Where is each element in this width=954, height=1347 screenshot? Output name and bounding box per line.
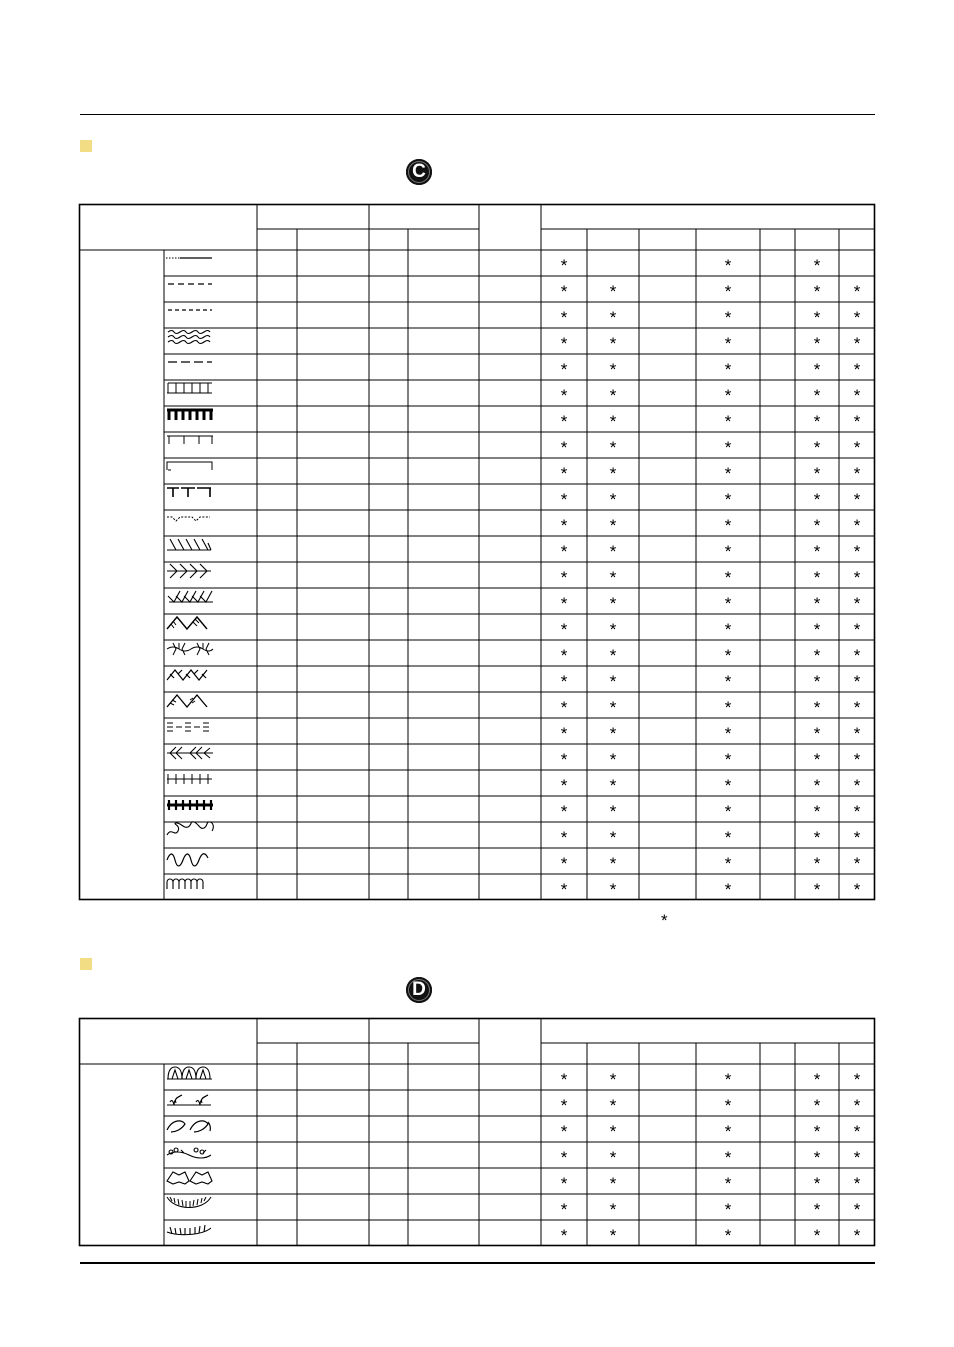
long-dashed-stitch-icon bbox=[164, 354, 257, 380]
compatibility-mark: * bbox=[724, 463, 732, 483]
compatibility-mark: * bbox=[724, 801, 732, 821]
compatibility-mark: * bbox=[813, 723, 821, 743]
section-d-table bbox=[79, 1018, 876, 1246]
compatibility-mark: * bbox=[813, 385, 821, 405]
compatibility-mark: * bbox=[609, 619, 617, 639]
section-d-badge: D bbox=[406, 977, 432, 1003]
compatibility-mark: * bbox=[560, 463, 568, 483]
section-c-badge: C bbox=[406, 159, 432, 185]
compatibility-mark: * bbox=[724, 1199, 732, 1219]
compatibility-mark: * bbox=[813, 853, 821, 873]
compatibility-mark: * bbox=[853, 1121, 861, 1141]
compatibility-mark: * bbox=[853, 593, 861, 613]
curled-leaf-stitch-icon bbox=[164, 1116, 257, 1142]
feather-double-stitch-icon bbox=[164, 562, 257, 588]
compatibility-mark: * bbox=[724, 723, 732, 743]
bottom-rule bbox=[80, 1262, 875, 1264]
compatibility-mark: * bbox=[560, 333, 568, 353]
compatibility-mark: * bbox=[724, 1225, 732, 1245]
compatibility-mark: * bbox=[609, 463, 617, 483]
compatibility-mark: * bbox=[560, 307, 568, 327]
compatibility-mark: * bbox=[724, 1069, 732, 1089]
compatibility-mark: * bbox=[813, 541, 821, 561]
compatibility-mark: * bbox=[609, 879, 617, 899]
coral-stitch-icon bbox=[164, 640, 257, 666]
compatibility-mark: * bbox=[560, 723, 568, 743]
compatibility-mark: * bbox=[560, 541, 568, 561]
compatibility-mark: * bbox=[609, 827, 617, 847]
compatibility-mark: * bbox=[813, 827, 821, 847]
zigzag-fern-stitch-icon bbox=[164, 614, 257, 640]
compatibility-mark: * bbox=[853, 437, 861, 457]
t-stitch-icon bbox=[164, 484, 257, 510]
compatibility-mark: * bbox=[609, 567, 617, 587]
compatibility-mark: * bbox=[853, 775, 861, 795]
compatibility-mark: * bbox=[853, 359, 861, 379]
dashed-stitch-icon bbox=[164, 276, 257, 302]
compatibility-mark: * bbox=[560, 879, 568, 899]
section-d-marker bbox=[80, 958, 92, 970]
compatibility-mark: * bbox=[853, 827, 861, 847]
compatibility-mark: * bbox=[853, 671, 861, 691]
compatibility-mark: * bbox=[609, 749, 617, 769]
compatibility-mark: * bbox=[560, 827, 568, 847]
compatibility-mark: * bbox=[560, 1147, 568, 1167]
compatibility-mark: * bbox=[609, 853, 617, 873]
compatibility-mark: * bbox=[853, 853, 861, 873]
vine-stitch-icon bbox=[164, 1142, 257, 1168]
compatibility-mark: * bbox=[853, 749, 861, 769]
compatibility-mark: * bbox=[853, 281, 861, 301]
compatibility-mark: * bbox=[724, 593, 732, 613]
fishbone-stitch-icon bbox=[164, 1220, 257, 1246]
compatibility-mark: * bbox=[560, 593, 568, 613]
legend-symbol: * bbox=[661, 911, 668, 930]
compatibility-mark: * bbox=[609, 1225, 617, 1245]
compatibility-mark: * bbox=[609, 307, 617, 327]
compatibility-mark: * bbox=[853, 463, 861, 483]
compatibility-mark: * bbox=[560, 1225, 568, 1245]
compatibility-mark: * bbox=[853, 333, 861, 353]
compatibility-mark: * bbox=[724, 437, 732, 457]
compatibility-mark: * bbox=[813, 411, 821, 431]
compatibility-mark: * bbox=[813, 879, 821, 899]
compatibility-mark: * bbox=[560, 1173, 568, 1193]
compatibility-mark: * bbox=[724, 1173, 732, 1193]
compatibility-mark: * bbox=[853, 619, 861, 639]
compatibility-mark: * bbox=[609, 359, 617, 379]
compatibility-mark: * bbox=[724, 1095, 732, 1115]
serpentine-stitch-icon bbox=[164, 822, 257, 848]
compatibility-mark: * bbox=[609, 385, 617, 405]
triple-bar-stitch-icon bbox=[164, 718, 257, 744]
compatibility-mark: * bbox=[724, 697, 732, 717]
compatibility-mark: * bbox=[724, 281, 732, 301]
compatibility-mark: * bbox=[813, 255, 821, 275]
compatibility-mark: * bbox=[609, 593, 617, 613]
compatibility-mark: * bbox=[560, 775, 568, 795]
compatibility-mark: * bbox=[609, 1095, 617, 1115]
compatibility-mark: * bbox=[609, 775, 617, 795]
compatibility-mark: * bbox=[724, 619, 732, 639]
compatibility-mark: * bbox=[853, 879, 861, 899]
compatibility-mark: * bbox=[813, 515, 821, 535]
compatibility-mark: * bbox=[813, 1199, 821, 1219]
compatibility-mark: * bbox=[813, 463, 821, 483]
compatibility-mark: * bbox=[724, 307, 732, 327]
compatibility-mark: * bbox=[853, 1147, 861, 1167]
compatibility-mark: * bbox=[560, 749, 568, 769]
bold-ladder-stitch-icon bbox=[164, 796, 257, 822]
compatibility-mark: * bbox=[609, 489, 617, 509]
compatibility-mark: * bbox=[853, 307, 861, 327]
scallop-stitch-icon bbox=[164, 874, 257, 900]
compatibility-mark: * bbox=[724, 775, 732, 795]
compatibility-mark: * bbox=[813, 437, 821, 457]
compatibility-mark: * bbox=[853, 1095, 861, 1115]
compatibility-mark: * bbox=[724, 749, 732, 769]
compatibility-mark: * bbox=[724, 1121, 732, 1141]
compatibility-mark: * bbox=[560, 1069, 568, 1089]
compatibility-mark: * bbox=[724, 255, 732, 275]
compatibility-mark: * bbox=[853, 1069, 861, 1089]
open-blanket-stitch-icon bbox=[164, 458, 257, 484]
compatibility-mark: * bbox=[609, 1069, 617, 1089]
compatibility-mark: * bbox=[724, 359, 732, 379]
fern-arc-stitch-icon bbox=[164, 1194, 257, 1220]
compatibility-mark: * bbox=[853, 645, 861, 665]
compatibility-mark: * bbox=[560, 567, 568, 587]
leaf-sprig-stitch-icon bbox=[164, 1090, 257, 1116]
blind-hem-stitch-icon bbox=[164, 510, 257, 536]
section-c-marker bbox=[80, 140, 92, 152]
compatibility-mark: * bbox=[609, 437, 617, 457]
compatibility-mark: * bbox=[560, 255, 568, 275]
compatibility-mark: * bbox=[560, 1199, 568, 1219]
compatibility-mark: * bbox=[609, 1199, 617, 1219]
chevron-stitch-icon bbox=[164, 692, 257, 718]
compatibility-mark: * bbox=[724, 541, 732, 561]
bold-blanket-stitch-icon bbox=[164, 406, 257, 432]
compatibility-mark: * bbox=[813, 1121, 821, 1141]
compatibility-mark: * bbox=[560, 437, 568, 457]
maple-leaf-stitch-icon bbox=[164, 1168, 257, 1194]
compatibility-mark: * bbox=[813, 1095, 821, 1115]
compatibility-mark: * bbox=[560, 411, 568, 431]
compatibility-mark: * bbox=[609, 1147, 617, 1167]
compatibility-mark: * bbox=[813, 359, 821, 379]
compatibility-mark: * bbox=[853, 515, 861, 535]
compatibility-mark: * bbox=[609, 801, 617, 821]
compatibility-mark: * bbox=[813, 619, 821, 639]
compatibility-mark: * bbox=[609, 515, 617, 535]
straight-stitch-icon bbox=[164, 250, 257, 276]
compatibility-mark: * bbox=[853, 411, 861, 431]
compatibility-mark: * bbox=[560, 1095, 568, 1115]
compatibility-mark: * bbox=[560, 515, 568, 535]
compatibility-mark: * bbox=[724, 879, 732, 899]
compatibility-mark: * bbox=[813, 1225, 821, 1245]
blanket-stitch-icon bbox=[164, 380, 257, 406]
compatibility-mark: * bbox=[813, 775, 821, 795]
ladder-stitch-icon bbox=[164, 770, 257, 796]
compatibility-mark: * bbox=[560, 489, 568, 509]
compatibility-mark: * bbox=[609, 1121, 617, 1141]
compatibility-mark: * bbox=[813, 593, 821, 613]
compatibility-mark: * bbox=[813, 307, 821, 327]
compatibility-mark: * bbox=[560, 671, 568, 691]
compatibility-mark: * bbox=[609, 333, 617, 353]
compatibility-mark: * bbox=[813, 1147, 821, 1167]
compatibility-mark: * bbox=[813, 567, 821, 587]
compatibility-mark: * bbox=[853, 1199, 861, 1219]
compatibility-mark: * bbox=[853, 385, 861, 405]
compatibility-mark: * bbox=[853, 801, 861, 821]
compatibility-mark: * bbox=[853, 697, 861, 717]
leaf-spine-stitch-icon bbox=[164, 744, 257, 770]
compatibility-mark: * bbox=[609, 645, 617, 665]
compatibility-mark: * bbox=[560, 385, 568, 405]
compatibility-mark: * bbox=[724, 827, 732, 847]
compatibility-mark: * bbox=[609, 541, 617, 561]
compatibility-mark: * bbox=[813, 333, 821, 353]
feather-left-stitch-icon bbox=[164, 588, 257, 614]
compatibility-mark: * bbox=[560, 697, 568, 717]
compatibility-mark: * bbox=[560, 645, 568, 665]
compatibility-mark: * bbox=[853, 489, 861, 509]
compatibility-mark: * bbox=[813, 645, 821, 665]
compatibility-mark: * bbox=[853, 567, 861, 587]
compatibility-mark: * bbox=[560, 853, 568, 873]
compatibility-mark: * bbox=[609, 697, 617, 717]
wide-blanket-stitch-icon bbox=[164, 432, 257, 458]
compatibility-mark: * bbox=[724, 567, 732, 587]
compatibility-mark: * bbox=[813, 281, 821, 301]
stretch-scroll-stitch-icon bbox=[164, 328, 257, 354]
feather-right-stitch-icon bbox=[164, 536, 257, 562]
compatibility-mark: * bbox=[560, 281, 568, 301]
compatibility-mark: * bbox=[560, 801, 568, 821]
compatibility-mark: * bbox=[724, 411, 732, 431]
compatibility-mark: * bbox=[853, 541, 861, 561]
compatibility-mark: * bbox=[609, 723, 617, 743]
compatibility-mark: * bbox=[560, 619, 568, 639]
compatibility-mark: * bbox=[813, 1173, 821, 1193]
tulip-border-stitch-icon bbox=[164, 1064, 257, 1090]
compatibility-mark: * bbox=[813, 697, 821, 717]
compatibility-mark: * bbox=[609, 281, 617, 301]
compatibility-mark: * bbox=[609, 411, 617, 431]
compatibility-mark: * bbox=[853, 723, 861, 743]
compatibility-mark: * bbox=[724, 333, 732, 353]
compatibility-mark: * bbox=[813, 671, 821, 691]
compatibility-mark: * bbox=[724, 489, 732, 509]
compatibility-mark: * bbox=[813, 1069, 821, 1089]
compatibility-mark: * bbox=[609, 671, 617, 691]
compatibility-mark: * bbox=[724, 853, 732, 873]
herringbone-stitch-icon bbox=[164, 666, 257, 692]
compatibility-mark: * bbox=[560, 1121, 568, 1141]
compatibility-mark: * bbox=[560, 359, 568, 379]
fine-dashed-stitch-icon bbox=[164, 302, 257, 328]
top-rule bbox=[80, 114, 875, 115]
compatibility-mark: * bbox=[724, 385, 732, 405]
compatibility-mark: * bbox=[813, 749, 821, 769]
compatibility-mark: * bbox=[813, 801, 821, 821]
compatibility-mark: * bbox=[853, 1225, 861, 1245]
section-c-table bbox=[79, 204, 876, 900]
compatibility-mark: * bbox=[724, 1147, 732, 1167]
compatibility-mark: * bbox=[724, 645, 732, 665]
compatibility-mark: * bbox=[609, 1173, 617, 1193]
compatibility-mark: * bbox=[813, 489, 821, 509]
compatibility-mark: * bbox=[724, 515, 732, 535]
compatibility-mark: * bbox=[724, 671, 732, 691]
wave-stitch-icon bbox=[164, 848, 257, 874]
compatibility-mark: * bbox=[853, 1173, 861, 1193]
